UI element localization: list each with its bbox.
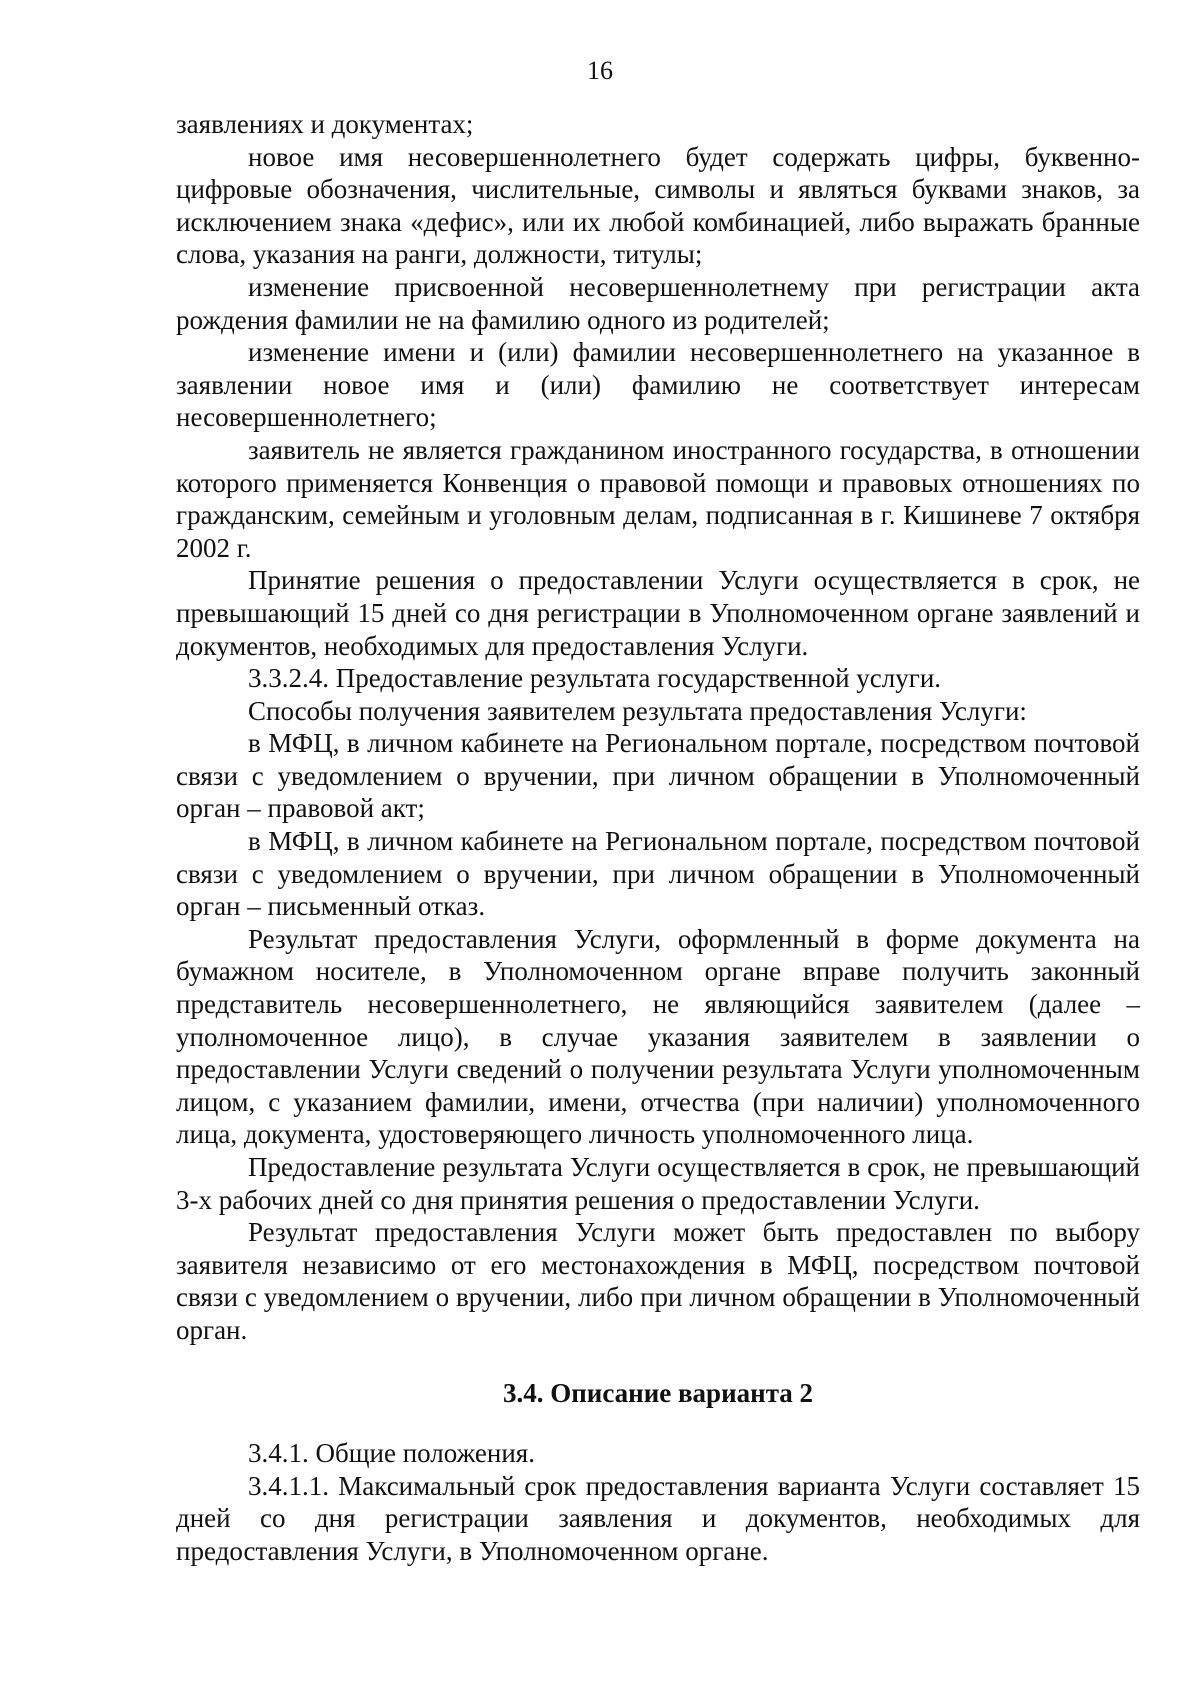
paragraph-5: заявитель не является гражданином иностранного государства, в отношении которого применяется Конвенция о правовой помощи и правовых отношениях по гражданским, семейным и уголовным делам, подписанная в г. Кишиневе 7 октября 2002 г. xyxy=(176,434,1140,563)
paragraph-1: заявлениях и документах; xyxy=(176,109,474,139)
section-paragraph-1: 3.4.1. Общие положения. xyxy=(248,1438,535,1469)
section-paragraph-2: 3.4.1.1. Максимальный срок предоставления варианта Услуги составляет 15 дней со дня регистрации заявления и документов, необходимых для предоставления Услуги, в Уполномоченном органе. xyxy=(176,1470,1140,1566)
paragraph-9: в МФЦ, в личном кабинете на Региональном портале, посредством почтовой связи с уведомлением о вручении, при личном обращении в Уполномоченный орган – правовой акт; xyxy=(176,728,1140,824)
paragraph-4: изменение имени и (или) фамилии несовершеннолетнего на указанное в заявлении новое имя и (или) фамилию не соответствует интересам несовершеннолетнего; xyxy=(176,337,1140,433)
paragraph-10: в МФЦ, в личном кабинете на Региональном портале, посредством почтовой связи с уведомлением о вручении, при личном обращении в Уполномоченный орган – письменный отказ. xyxy=(176,826,1140,922)
section-heading: 3.4. Описание варианта 2 xyxy=(502,1377,814,1408)
paragraph-3: изменение присвоенной несовершеннолетнему при регистрации акта рождения фамилии не на фамилию одного из родителей; xyxy=(176,271,1140,335)
paragraph-6: Принятие решения о предоставлении Услуги осуществляется в срок, не превышающий 15 дней со дня регистрации в Уполномоченном органе заявлений и документов, необходимых для предоставления Услуги. xyxy=(176,565,1140,661)
paragraph-7: 3.3.2.4. Предоставление результата государственной услуги. xyxy=(248,663,942,694)
paragraph-11: Результат предоставления Услуги, оформленный в форме документа на бумажном носителе, в Уполномоченном органе вправе получить законный представитель несовершеннолетнего, не являющийся заявителем (далее – уполномоченное лицо), в случае указания заявителем в заявлении о предоставлении Услуги сведений о получении результата Услуги уполномоченным лицом, с указанием фамилии, имени, отчества (при наличии) уполномоченного лица, документа, удостоверяющего личность уполномоченного лица. xyxy=(176,923,1140,1150)
paragraph-2: новое имя несовершеннолетнего будет содержать цифры, буквенно-цифровые обозначения, числительные, символы и являться буквами знаков, за исключением знака «дефис», или их любой комбинацией, либо выражать бранные слова, указания на ранги, должности, титулы; xyxy=(176,141,1140,270)
paragraph-8: Способы получения заявителем результата предоставления Услуги: xyxy=(248,695,1027,726)
page-number: 16 xyxy=(587,56,613,85)
paragraph-13: Результат предоставления Услуги может быть предоставлен по выбору заявителя независимо от его местонахождения в МФЦ, посредством почтовой связи с уведомлением о вручении, либо при личном обращении в Уполномоченный орган. xyxy=(176,1217,1140,1345)
paragraph-12: Предоставление результата Услуги осуществляется в срок, не превышающий 3-х рабочих дней со дня принятия решения о предоставлении Услуги. xyxy=(176,1152,1140,1215)
document-body xyxy=(176,108,1140,1568)
